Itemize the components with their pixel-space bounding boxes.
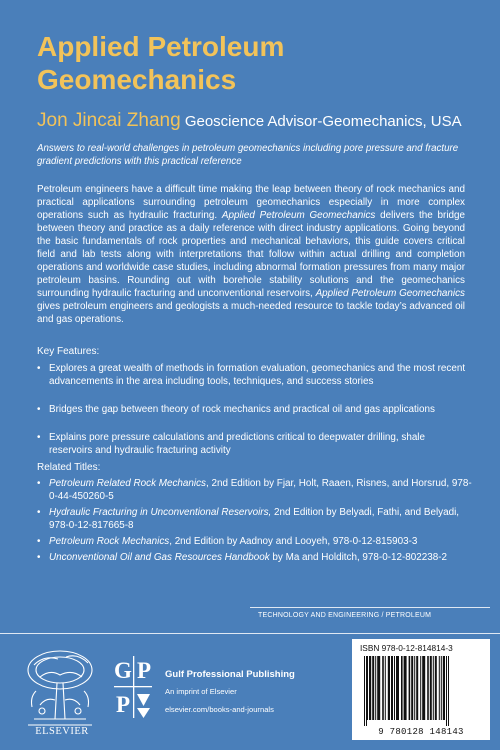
barcode-bar bbox=[433, 656, 434, 720]
barcode-digits: 9 780128 148143 bbox=[378, 727, 464, 737]
barcode-bar bbox=[377, 656, 380, 720]
elsevier-wordmark: ELSEVIER bbox=[35, 726, 89, 737]
barcode-bar bbox=[401, 656, 403, 720]
barcode-bar bbox=[388, 656, 390, 720]
gulf-professional-publishing-logo-icon bbox=[112, 654, 154, 720]
barcode-bar bbox=[411, 656, 413, 720]
key-feature-item: • Explores a great wealth of methods in formation evaluation, geomechanics and the most recent advancements in the area including tools, techniques, and success stories bbox=[37, 362, 467, 388]
barcode-bar bbox=[439, 656, 440, 720]
barcode-bar bbox=[448, 656, 449, 726]
author-line bbox=[37, 110, 487, 132]
barcode-bar bbox=[396, 656, 399, 720]
description bbox=[37, 183, 465, 326]
barcode-bar bbox=[369, 656, 371, 720]
gpp-letter: G bbox=[114, 658, 132, 683]
barcode-bar bbox=[427, 656, 429, 720]
subject-category: TECHNOLOGY AND ENGINEERING / PETROLEUM bbox=[258, 612, 432, 619]
author-role: Geoscience Advisor-Geomechanics, USA bbox=[184, 113, 462, 130]
related-title-name: Unconventional Oil and Gas Resources Handbook bbox=[49, 552, 270, 563]
barcode-bar bbox=[372, 656, 374, 720]
barcode-bar bbox=[367, 656, 368, 720]
bottom-divider bbox=[0, 633, 500, 634]
barcode-bar bbox=[404, 656, 407, 720]
blurb: Answers to real-world challenges in petroleum geomechanics including pore pressure and fracture gradient predictions with this practical reference bbox=[37, 143, 459, 167]
book-title: Applied Petroleum Geomechanics bbox=[37, 31, 285, 95]
related-title-name: Petroleum Rock Mechanics bbox=[49, 536, 170, 547]
barcode-bar bbox=[420, 656, 421, 720]
related-title-name: Petroleum Related Rock Mechanics bbox=[49, 478, 206, 489]
barcode-icon bbox=[362, 656, 480, 726]
barcode-bar bbox=[366, 656, 367, 726]
related-title-detail: , 2nd Edition by Aadnoy and Looyeh, 978-0-12-815903-3 bbox=[169, 536, 418, 547]
barcode-bar bbox=[414, 656, 415, 720]
gpp-letter: P bbox=[136, 658, 152, 683]
related-title-name: Hydraulic Fracturing in Unconventional Reservoirs, bbox=[49, 507, 272, 518]
related-title-detail: , 2nd Edition by Fjar, Holt, Raaen, Risnes, and Horsrud, 978-0-44-450260-5 bbox=[49, 478, 472, 502]
barcode-bar bbox=[416, 656, 418, 720]
related-title-item bbox=[37, 551, 477, 564]
publisher-url[interactable]: elsevier.com/books-and-journals bbox=[165, 705, 274, 714]
description-book-title: Applied Petroleum Geomechanics bbox=[221, 210, 376, 221]
barcode-bar bbox=[391, 656, 393, 720]
author-name: Jon Jincai Zhang bbox=[37, 110, 181, 131]
isbn-barcode-panel bbox=[352, 639, 490, 740]
elsevier-tree-logo-icon bbox=[20, 645, 100, 730]
barcode-bar bbox=[364, 656, 365, 726]
barcode-bar bbox=[385, 656, 386, 720]
key-features-heading: Key Features: bbox=[37, 346, 100, 357]
publisher-name: Gulf Professional Publishing bbox=[165, 669, 295, 680]
isbn-label: ISBN 978-0-12-814814-3 bbox=[360, 643, 453, 653]
barcode-bar bbox=[443, 656, 445, 720]
related-title-detail: 2nd Edition by Belyadi, Fathi, and Belyadi, 978-0-12-817665-8 bbox=[49, 507, 460, 531]
barcode-bar bbox=[394, 656, 395, 720]
key-features-list bbox=[37, 362, 467, 472]
description-text: delivers the bridge between theory and practice as a daily reference with direct industry applications. Going beyond the basic fundamentals of rock properties and mechanical behaviors, this guide covers critical field and lab tests along with interpretations that follow within actual drilling and completion operations and worldwide case studies, including abnormal formation pressures from many major petroleum basins. Rounding out with borehole stability solutions and the geomechanics surrounding hydraulic fracturing and unconventional reservoirs, bbox=[37, 210, 466, 299]
description-text: gives petroleum engineers and geologists a much-needed resource to tackle today’s advanced oil and gas operations. bbox=[37, 301, 465, 325]
barcode-bar bbox=[430, 656, 432, 720]
related-title-item bbox=[37, 506, 477, 532]
barcode-bar bbox=[446, 656, 447, 726]
imprint-line: An imprint of Elsevier bbox=[165, 687, 237, 696]
barcode-bar bbox=[409, 656, 411, 720]
related-title-detail: by Ma and Holditch, 978-0-12-802238-2 bbox=[269, 552, 447, 563]
barcode-bar bbox=[435, 656, 437, 720]
barcode-bar bbox=[422, 656, 425, 720]
related-titles-heading: Related Titles: bbox=[37, 462, 101, 473]
related-title-item bbox=[37, 535, 477, 548]
key-feature-item: • Bridges the gap between theory of rock mechanics and practical oil and gas applications bbox=[37, 403, 467, 416]
barcode-bar bbox=[375, 656, 376, 720]
barcode-bar bbox=[441, 656, 442, 720]
gpp-letter: P bbox=[115, 692, 131, 717]
description-book-title: Applied Petroleum Geomechanics bbox=[315, 288, 465, 299]
description-text: Petroleum engineers have a difficult time making the leap between theory of rock mechanics and practical applications surrounding petroleum geomechanics especially in more complex operations such as hydraulic fracturing. bbox=[37, 184, 465, 221]
related-titles-list bbox=[37, 477, 477, 567]
related-title-item bbox=[37, 477, 477, 503]
barcode-bar bbox=[382, 656, 384, 720]
subject-divider bbox=[250, 607, 490, 608]
key-feature-item: • Explains pore pressure calculations and predictions critical to deepwater drilling, shale reservoirs and hydraulic fracturing activity bbox=[37, 431, 467, 457]
